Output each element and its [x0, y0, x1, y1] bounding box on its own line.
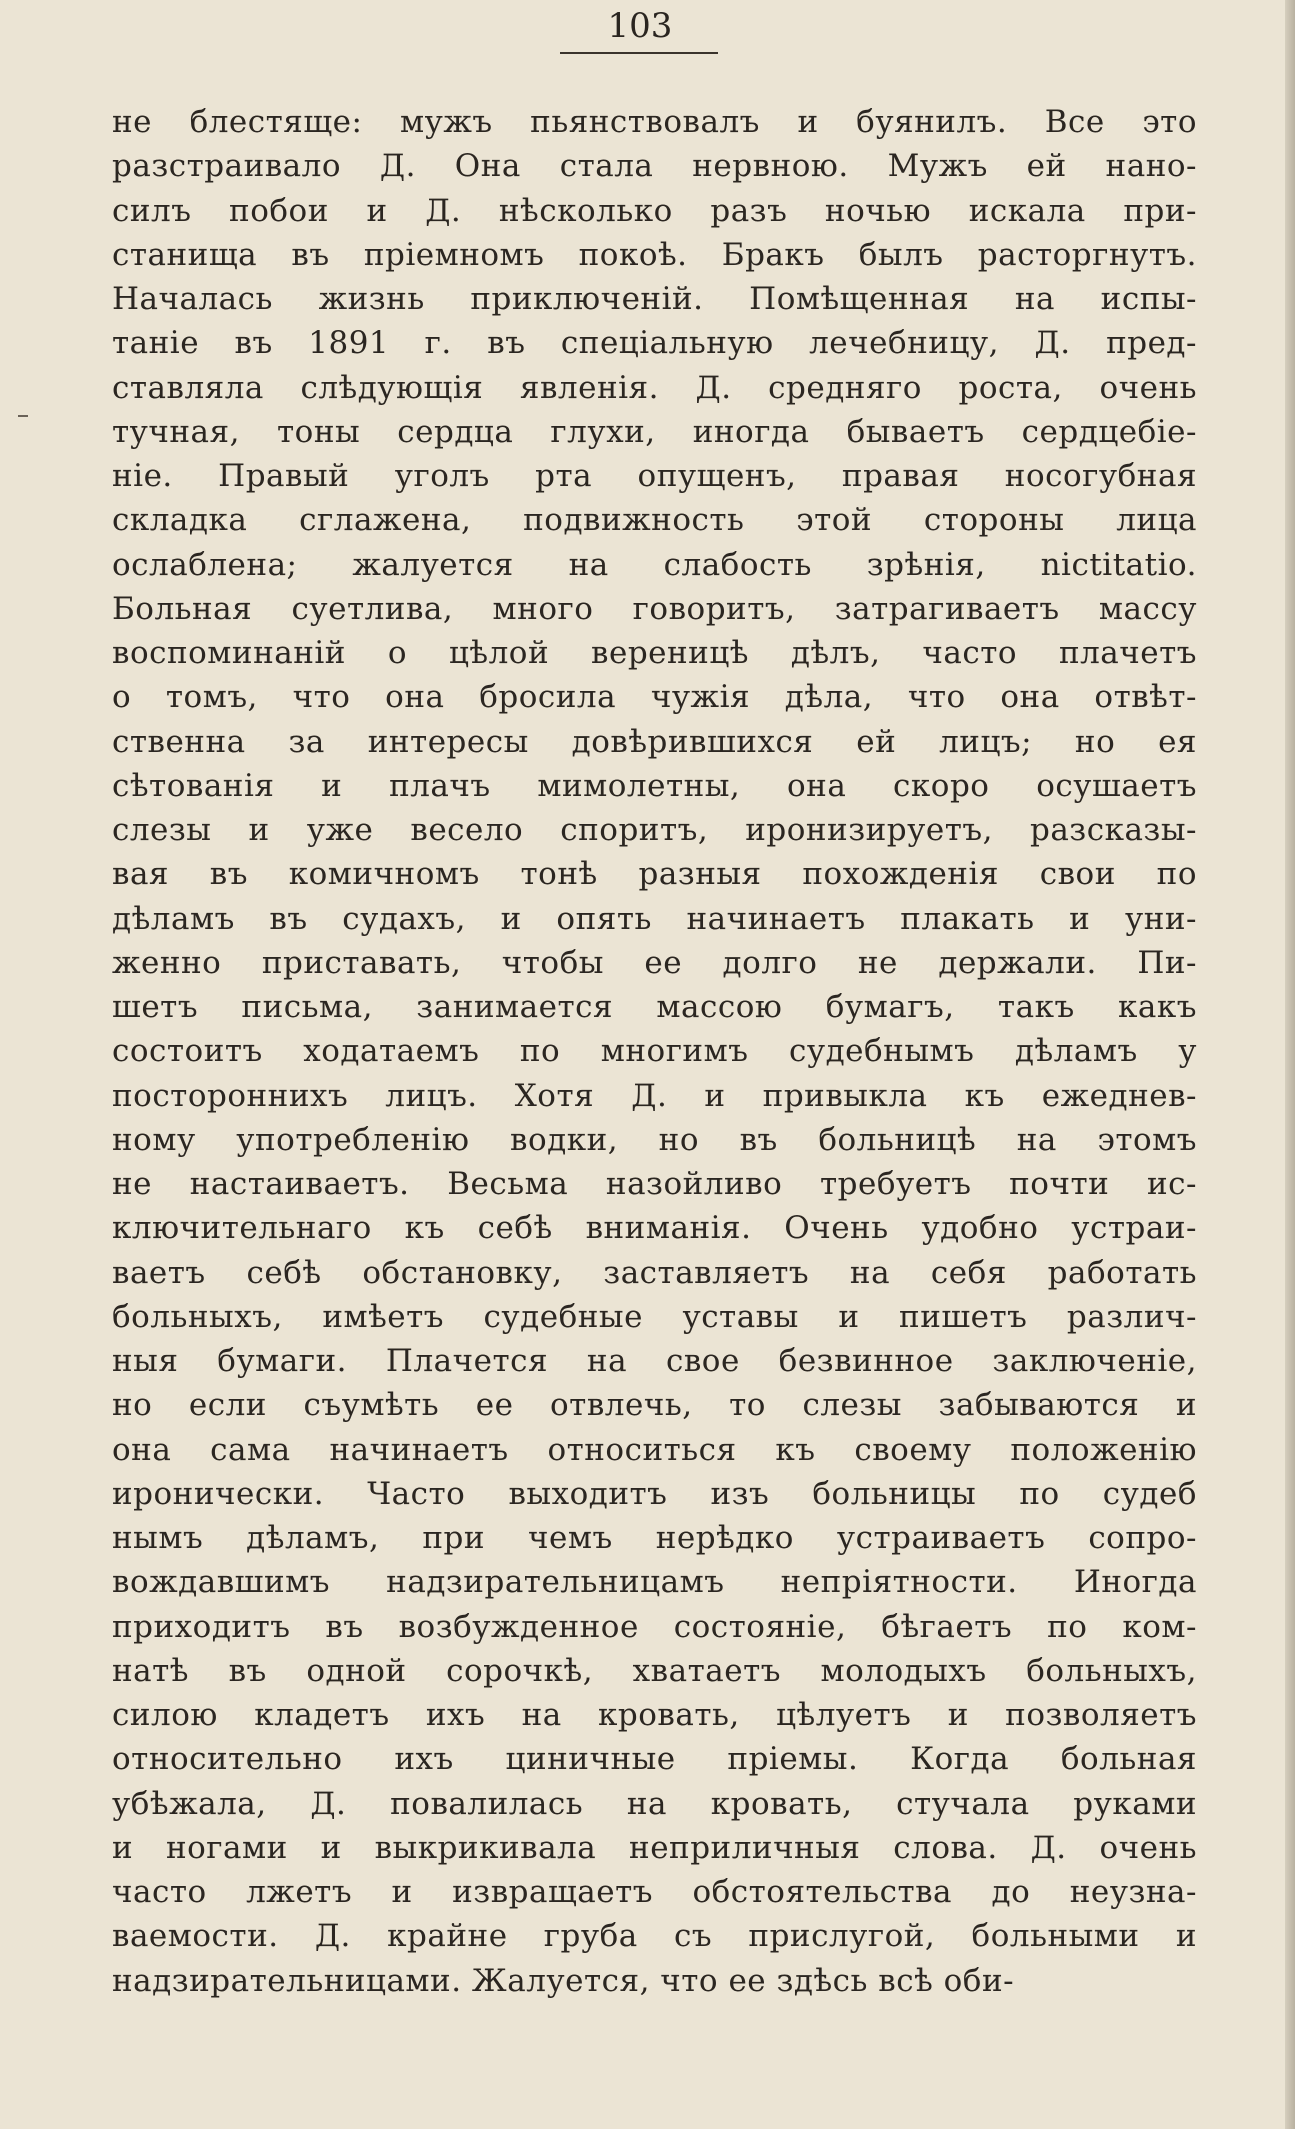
- text-line: сѣтованія и плачъ мимолетны, она скоро осушаетъ: [112, 767, 1197, 804]
- text-line: состоитъ ходатаемъ по многимъ судебнымъ дѣламъ у: [112, 1033, 1197, 1070]
- text-line: ставляла слѣдующія явленія. Д. средняго роста, очень: [112, 369, 1197, 406]
- text-line: натѣ въ одной сорочкѣ, хватаетъ молодыхъ больныхъ,: [112, 1652, 1197, 1689]
- text-line: приходитъ въ возбужденное состояніе, бѣгаетъ по ком-: [112, 1608, 1197, 1645]
- text-line: Началась жизнь приключеній. Помѣщенная на испы-: [112, 281, 1197, 317]
- text-line: ваетъ себѣ обстановку, заставляетъ на себя работать: [112, 1254, 1197, 1291]
- text-line: часто лжетъ и извращаетъ обстоятельства до неузна-: [112, 1874, 1197, 1910]
- text-line: ныя бумаги. Плачется на свое безвинное заключеніе,: [112, 1343, 1197, 1379]
- page-number: 103: [607, 6, 673, 46]
- text-line: воспоминаній о цѣлой вереницѣ дѣлъ, часто плачетъ: [112, 635, 1197, 671]
- text-line: силою кладетъ ихъ на кровать, цѣлуетъ и позволяетъ: [112, 1697, 1197, 1733]
- text-line: ключительнаго къ себѣ вниманія. Очень удобно устраи-: [112, 1210, 1197, 1247]
- text-line: шетъ письма, занимается массою бумагъ, такъ какъ: [112, 989, 1197, 1025]
- text-line: нымъ дѣламъ, при чемъ нерѣдко устраиваетъ сопро-: [112, 1520, 1197, 1556]
- text-line: станища въ пріемномъ покоѣ. Бракъ былъ расторгнутъ.: [112, 236, 1197, 273]
- text-line: ніе. Правый уголъ рта опущенъ, правая носогубная: [112, 458, 1197, 494]
- text-line: слезы и уже весело споритъ, иронизируетъ, разсказы-: [112, 812, 1197, 848]
- text-line: она сама начинаетъ относиться къ своему положенію: [112, 1431, 1197, 1468]
- text-line: женно приставать, чтобы ее долго не держали. Пи-: [112, 944, 1197, 981]
- text-line: относительно ихъ циничные пріемы. Когда больная: [112, 1741, 1197, 1778]
- text-line: ственна за интересы довѣрившихся ей лицъ; но ея: [112, 723, 1197, 760]
- text-line: Больная суетлива, много говоритъ, затрагиваетъ массу: [112, 590, 1197, 627]
- text-line: не настаиваетъ. Весьма назойливо требуетъ почти ис-: [112, 1166, 1197, 1202]
- text-line: таніе въ 1891 г. въ спеціальную лечебницу, Д. пред-: [112, 325, 1197, 362]
- text-line: убѣжала, Д. повалилась на кровать, стучала руками: [112, 1785, 1197, 1822]
- text-line: разстраивало Д. Она стала нервною. Мужъ ей нано-: [112, 148, 1197, 185]
- text-line: не блестяще: мужъ пьянствовалъ и буянилъ. Все это: [112, 104, 1197, 140]
- text-line: иронически. Часто выходитъ изъ больницы по судеб: [112, 1475, 1197, 1512]
- text-line: больныхъ, имѣетъ судебные уставы и пишетъ различ-: [112, 1298, 1197, 1335]
- text-line: вождавшимъ надзирательницамъ непріятности. Иногда: [112, 1564, 1197, 1601]
- text-line: вая въ комичномъ тонѣ разныя похожденія свои по: [112, 856, 1197, 893]
- header-rule: [560, 52, 718, 54]
- text-line: о томъ, что она бросила чужія дѣла, что она отвѣт-: [112, 679, 1197, 716]
- text-line: тучная, тоны сердца глухи, иногда бываетъ сердцебіе-: [112, 413, 1197, 450]
- text-line: дѣламъ въ судахъ, и опять начинаетъ плакать и уни-: [112, 900, 1197, 937]
- body-text: [112, 100, 1197, 2003]
- text-line: ослаблена; жалуется на слабость зрѣнія, nictitatio.: [112, 546, 1197, 583]
- text-line: постороннихъ лицъ. Хотя Д. и привыкла къ ежеднев-: [112, 1077, 1197, 1114]
- text-line: ному употребленію водки, но въ больницѣ на этомъ: [112, 1121, 1197, 1158]
- text-line: ваемости. Д. крайне груба съ прислугой, больными и: [112, 1918, 1197, 1955]
- text-line: надзирательницами. Жалуется, что ее здѣсь всѣ оби-: [112, 1962, 1015, 1999]
- margin-mark: [18, 415, 28, 417]
- text-line: но если съумѣть ее отвлечь, то слезы забываются и: [112, 1387, 1197, 1424]
- text-line: и ногами и выкрикивала неприличныя слова. Д. очень: [112, 1829, 1197, 1866]
- page-edge: [1285, 0, 1295, 2129]
- text-line: складка сглажена, подвижность этой стороны лица: [112, 502, 1197, 539]
- text-line: силъ побои и Д. нѣсколько разъ ночью искала при-: [112, 192, 1197, 229]
